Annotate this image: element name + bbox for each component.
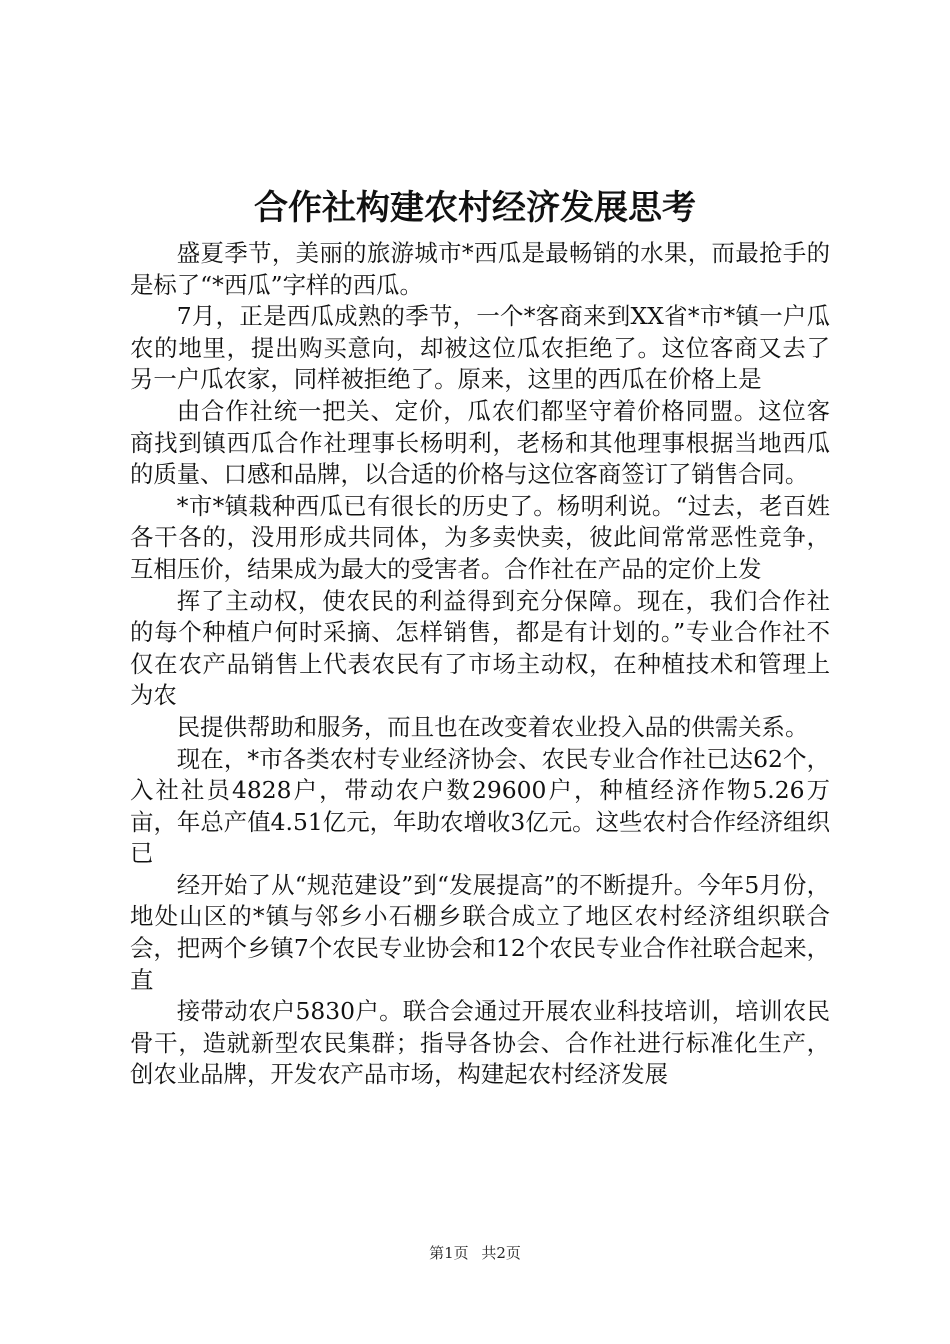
- paragraph: 民提供帮助和服务，而且也在改变着农业投入品的供需关系。: [176, 712, 809, 741]
- paragraph: 由合作社统一把关、定价，瓜农们都坚守着价格同盟。这位客商找到镇西瓜合作社理事长杨明利，老杨和其他理事根据当地西瓜的质量、口感和品牌，以合适的价格与这位客商签订了销售合同。: [130, 396, 830, 489]
- paragraph: 盛夏季节，美丽的旅游城市*西瓜是最畅销的水果，而最抢手的是标了“*西瓜”字样的西瓜。: [130, 239, 830, 299]
- document-title: 合作社构建农村经济发展思考: [254, 188, 696, 228]
- page-number: 第1页: [429, 1244, 469, 1262]
- page-footer: [0, 1243, 950, 1263]
- paragraph: *市*镇栽种西瓜已有很长的历史了。杨明利说。“过去，老百姓各干各的，没用形成共同体，为多卖快卖，彼此间常常恶性竞争，互相压价，结果成为最大的受害者。合作社在产品的定价上发: [130, 491, 830, 583]
- paragraph: 挥了主动权，使农民的利益得到充分保障。现在，我们合作社的每个种植户何时采摘、怎样销售，都是有计划的。”专业合作社不仅在农产品销售上代表农民有了市场主动权，在种植技术和管理上为农: [130, 586, 830, 710]
- paragraph: 接带动农户5830户。联合会通过开展农业科技培训，培训农民骨干，造就新型农民集群；指导各协会、合作社进行标准化生产，创农业品牌，开发农产品市场，构建起农村经济发展: [130, 997, 830, 1089]
- document-body: [130, 238, 830, 1091]
- paragraph: 7月，正是西瓜成熟的季节，一个*客商来到XX省*市*镇一户瓜农的地里，提出购买意向，却被这位瓜农拒绝了。这位客商又去了另一户瓜农家，同样被拒绝了。原来，这里的西瓜在价格上是: [130, 302, 830, 394]
- page-total: 共2页: [481, 1244, 521, 1262]
- paragraph: 经开始了从“规范建设”到“发展提高”的不断提升。今年5月份，地处山区的*镇与邻乡小石棚乡联合成立了地区农村经济组织联合会，把两个乡镇7个农民专业协会和12个农民专业合作社联合起来，直: [130, 870, 830, 994]
- paragraph: 现在，*市各类农村专业经济协会、农民专业合作社已达62个，入社社员4828户，带动农户数29600户，种植经济作物5.26万亩，年总产值4.51亿元，年助农增收3亿元。这些农村合作经济组织已: [130, 744, 830, 868]
